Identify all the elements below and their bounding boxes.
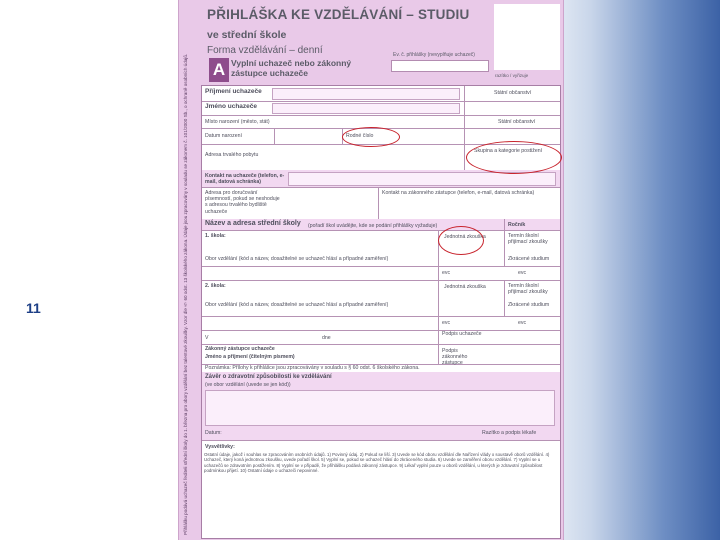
section-letter: A [209, 58, 229, 82]
second-field-of-study-label: Obor vzdělání (kód a název, dosažitelné se uchazeč hlásí a případné zaměření) [205, 302, 389, 308]
second-shortened-study-label: Zkrácené studium [508, 302, 550, 308]
school-header-label: Název a adresa střední školy [205, 220, 301, 227]
doctor-stamp-label: Razítko a podpis lékaře [482, 430, 537, 436]
study-form-label: Forma vzdělávání – denní [207, 45, 323, 56]
surname-row [202, 86, 560, 102]
date-label: dne [322, 335, 331, 341]
form-title: PŘIHLÁŠKA KE VZDĚLÁVÁNÍ – STUDIU [207, 7, 470, 22]
disability-category-label: Skupina a kategorie postižení [474, 148, 543, 154]
second-evc-row [202, 316, 560, 331]
disability-category-highlight [466, 141, 562, 174]
health-date-label: Datum: [205, 430, 222, 436]
footer-note: Poznámka: Přílohy k přihlášce jsou zpracovávány v souladu s § 60 odst. 6 školského zákona. [205, 365, 420, 371]
applicant-signature-label: Podpis uchazeče [442, 331, 482, 337]
school-year-label: Ročník [508, 222, 526, 228]
school-logo-area [494, 4, 560, 70]
evidence-number-label: Ev. č. přihlášky (nevyplňuje uchazeč) [393, 52, 475, 58]
health-note: (ve obor vzdělání (uvede se jen kód)) [205, 382, 291, 388]
uniform-exam-highlight [438, 226, 484, 255]
surname-input[interactable] [272, 88, 460, 100]
contact-input[interactable] [288, 172, 556, 186]
first-school-label: 1. škola: [205, 233, 226, 239]
section-a-title: Vyplní uchazeč nebo zákonný zástupce uchazeče [231, 58, 352, 78]
health-input[interactable] [205, 390, 555, 426]
first-exam-date-label: Termín školní přijímací zkoušky [508, 233, 548, 246]
name-input[interactable] [272, 103, 460, 114]
delivery-address-label: Adresa pro doručování písemností, pokud se neshoduje s adresou trvalého bydliště uchazeče [205, 190, 280, 215]
guardian-row [202, 344, 560, 365]
first-evc-label: evc [442, 270, 451, 276]
guardian-label: Zákonný zástupce uchazeče [205, 346, 275, 352]
guardian-name-label: Jméno a příjmení (čitelným písmem) [205, 354, 295, 360]
form-side-text: Přihlášku podává uchazeč řediteli střední školy do 1. března pro obory vzdělání bez talentové zkoušky. Vzor dle § 60 odst. 13 školského zákona. Údaje jsou zpracovány v souladu se zákonem č. 101/2000 Sb., o ochraně osobních údajů. [183, 53, 188, 535]
guardian-contact-label: Kontakt na zákonného zástupce (telefon, e-mail, datová schránka) [382, 190, 535, 196]
second-evc-label-2: evc [518, 320, 527, 326]
citizenship-label: Státní občanství [498, 119, 536, 125]
place-date-row [202, 330, 560, 345]
name-row [202, 101, 560, 116]
birthdate-label: Datum narození [205, 133, 242, 139]
health-header: Závěr o zdravotní způsobilosti ke vzdělávání [205, 374, 332, 380]
surname-label: Příjmení uchazeče [205, 88, 262, 95]
first-field-of-study-label: Obor vzdělání (kód a název, dosažitelné se uchazeč hlásí a případné zaměření) [205, 256, 389, 262]
delivery-address-row [202, 187, 560, 220]
first-uniform-exam-label: Jednotná zkouška [444, 234, 486, 240]
citizenship-top-label: Státní občanství [494, 90, 532, 96]
first-shortened-study-label: Zkrácené studium [508, 256, 550, 262]
place-label: V [205, 335, 209, 341]
page-number: 11 [26, 300, 41, 316]
first-school-row [202, 230, 560, 267]
explanatory-notes: Ostatní údaje, jakož i souhlas se zpracováním osobních údajů. 1) Povinný údaj. 2) Pokud se liší. 3) Uvede se kód oboru vzdělání dle Nařízení vlády o soustavě oborů vzdělání. 4) Uchazeč, který koná jednotnou zkoušku, uvede pořadí škol. 5) Vyplní se, pokud se uchazeč hlásí do zkráceného studia. 6) Uvede se zaměření oboru vzdělání. 7) Vyplní se u uchazečů se zdravotním postižením. 8) Vyplní se v případě, že přihlášku podává zákonný zástupce. 9) Lékař vyplní pouze u oborů vzdělání, u kterých je zdravotní způsobilost podmínkou přijetí. 10) Ostatní údaje o uchazeči nepovinné. [204, 452, 550, 473]
second-exam-date-label: Termín školní přijímací zkoušky [508, 283, 548, 296]
evidence-stamp-label: razítko / vyřizuje [495, 73, 529, 78]
second-uniform-exam-label: Jednotná zkouška [444, 284, 486, 290]
first-evc-row [202, 266, 560, 281]
birth-number-highlight [342, 127, 400, 147]
guardian-signature-label: Podpis zákonného zástupce [442, 348, 468, 367]
address-label: Adresa trvalého pobytu [205, 152, 259, 158]
form-grid [201, 85, 561, 539]
health-row [202, 372, 560, 441]
second-evc-label: evc [442, 320, 451, 326]
second-school-row [202, 280, 560, 317]
application-form [178, 0, 564, 540]
birth-number-label: Rodné číslo [346, 133, 374, 139]
evidence-number-field[interactable] [391, 60, 489, 72]
first-evc-label-2: evc [518, 270, 527, 276]
form-subtitle: ve střední škole [207, 29, 287, 41]
name-label: Jméno uchazeče [205, 103, 258, 110]
birthplace-label: Místo narození (město, stát) [205, 119, 270, 125]
school-order-note: (pořadí škol uvádějte, kde se podání přihlášky vyžaduje) [308, 223, 438, 229]
second-school-label: 2. škola: [205, 283, 226, 289]
explanations-label: Vysvětlivky: [205, 444, 235, 450]
contact-label: Kontakt na uchazeče (telefon, e-mail, datová schránka) [205, 173, 285, 186]
